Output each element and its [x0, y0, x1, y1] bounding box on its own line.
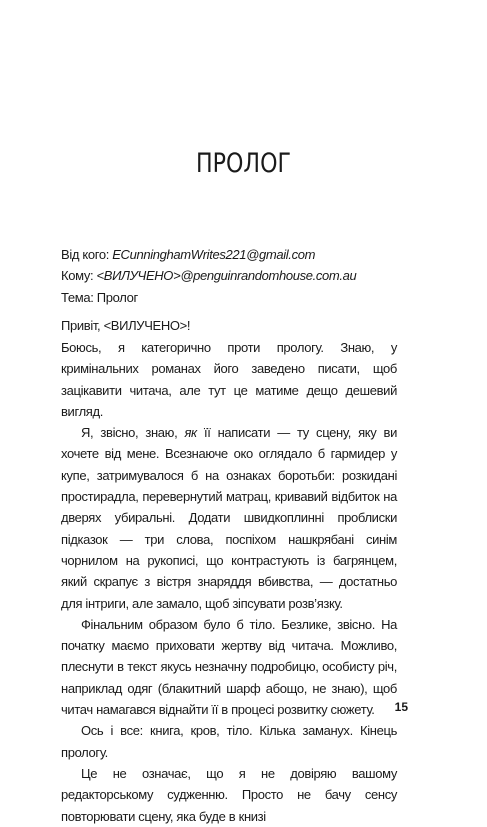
paragraph-2-rest: її написати — ту сцену, яку ви хочете від мене. Всезнаюче око оглядало б гармидер у купе, затримувалося б на ознаках боротьби: розкидані простирадла, перевернутий матрац, кривавий відбиток на дверях убиральні. Додати швидкоплинні проблиски підказок — три слова, поспіхом нашкрябані синім чорнилом на рукописі, що контрастують із багрянцем, який скрапує з вістря знаряддя вбивства, — достатньо для інтриги, але замало, щоб зіпсувати розв’язку.	[61, 425, 397, 611]
paragraph-4: Ось і все: книга, кров, тіло. Кілька заманух. Кінець прологу.	[61, 723, 397, 760]
email-subject-label: Тема:	[61, 289, 94, 305]
page-number: 15	[394, 700, 408, 714]
email-to-label: Кому:	[61, 268, 94, 284]
email-to-line	[61, 265, 397, 286]
email-from-address: ECunninghamWrites221@gmail.com	[112, 247, 316, 262]
email-header	[61, 244, 397, 308]
email-subject-line	[61, 287, 397, 308]
paragraph-3: Фінальним образом було б тіло. Безлике, звісно. На початку маємо приховати жертву від читача. Можливо, плеснути в текст якусь незначну подробицю, особисту річ, наприклад одяг (блакитний шарф абощо, не знаю), щоб читач намагався віднайти її в процесі розвитку сюжету.	[61, 616, 397, 718]
email-from-label: Від кого:	[61, 247, 109, 262]
letter-body	[61, 337, 397, 827]
email-from-line	[61, 244, 397, 265]
paragraph-2	[61, 422, 397, 614]
email-to-address: <ВИЛУЧЕНО>@penguinrandomhouse.com.au	[96, 268, 357, 284]
paragraph-2-start: Я, звісно, знаю,	[81, 425, 185, 441]
paragraph-1: Боюсь, я категорично проти прологу. Знаю, у кримінальних романах його заведено писати, щоб зацікавити читача, але тут це матиме дещо дешевий вигляд.	[61, 340, 397, 419]
letter-greeting: Привіт, <ВИЛУЧЕНО>!	[61, 318, 191, 333]
paragraph-2-emphasis: як	[184, 425, 197, 441]
paragraph-5: Це не означає, що я не довіряю вашому редакторському судженню. Просто не бачу сенсу повторювати сцену, яка буде в книзі	[61, 765, 397, 824]
email-subject-value: Пролог	[96, 289, 138, 305]
chapter-title: ПРОЛОГ	[195, 148, 291, 179]
